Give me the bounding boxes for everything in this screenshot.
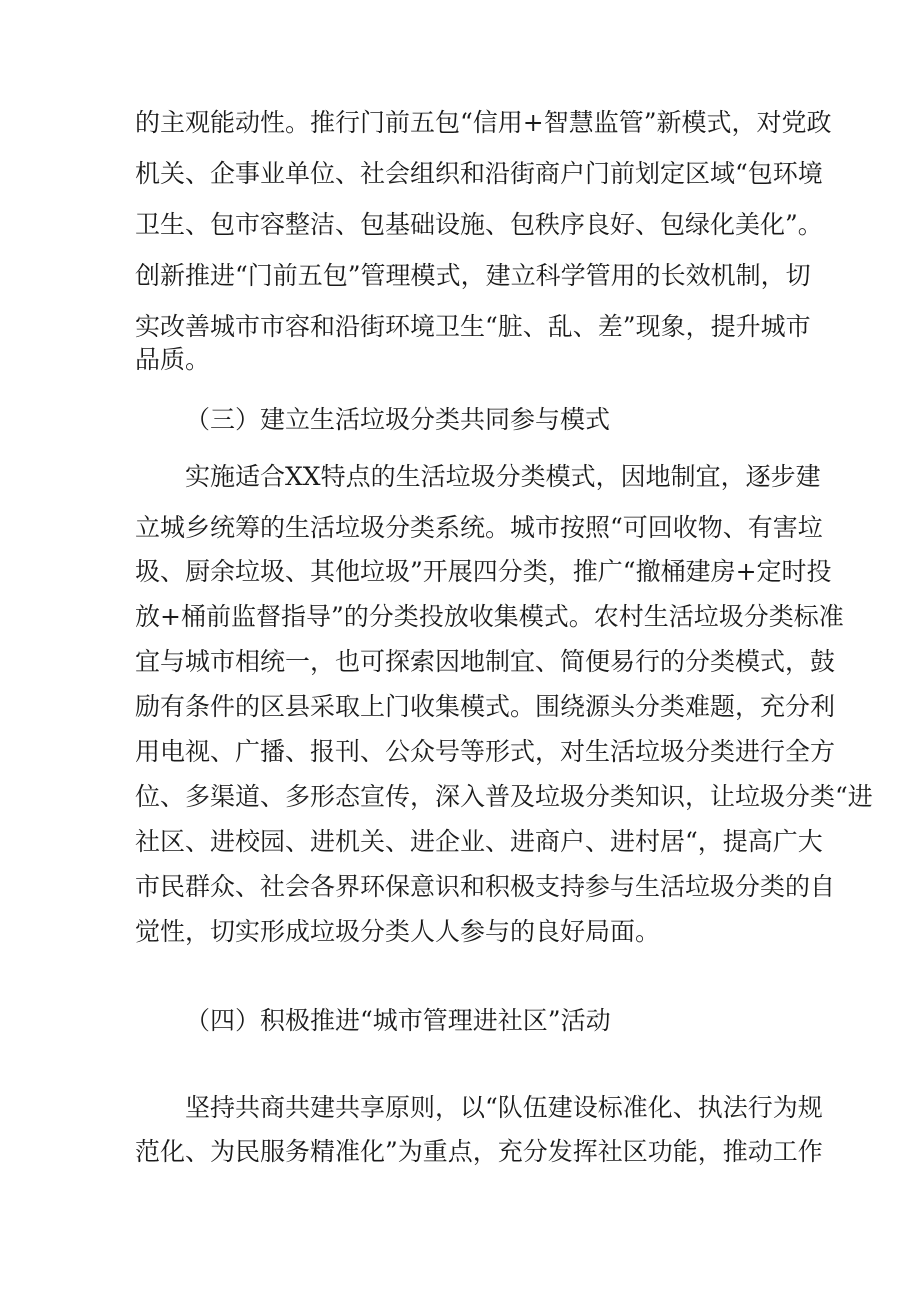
paragraph-2-line-11: 觉性，切实形成垃圾分类人人参与的良好局面。 bbox=[135, 917, 661, 946]
paragraph-2-line-7: 用电视、广播、报刊、公众号等形式，对生活垃圾分类进行全方 bbox=[135, 737, 836, 766]
paragraph-1-line-6: 品质。 bbox=[135, 345, 211, 374]
paragraph-3-line-2: 范化、为民服务精准化”为重点，充分发挥社区功能，推动工作 bbox=[135, 1137, 823, 1166]
paragraph-1-line-2: 机关、企事业单位、社会组织和沿街商户门前划定区域“包环境 bbox=[135, 159, 823, 188]
paragraph-2-line-5: 宜与城市相统一，也可探索因地制宜、简便易行的分类模式，鼓 bbox=[135, 647, 836, 676]
paragraph-1-line-5: 实改善城市市容和沿街环境卫生“脏、乱、差”现象，提升城市 bbox=[135, 312, 811, 341]
paragraph-2-line-10: 市民群众、社会各界环保意识和积极支持参与生活垃圾分类的自 bbox=[135, 872, 836, 901]
paragraph-2-line-4: 放+桶前监督指导”的分类投放收集模式。农村生活垃圾分类标准 bbox=[135, 602, 844, 631]
paragraph-2-line-3: 圾、厨余垃圾、其他垃圾”开展四分类，推广“撤桶建房+定时投 bbox=[135, 557, 832, 586]
paragraph-3-line-1: 坚持共商共建共享原则，以“队伍建设标准化、执法行为规 bbox=[185, 1093, 823, 1122]
paragraph-2-line-9: 社区、进校园、进机关、进企业、进商户、进村居“，提高广大 bbox=[135, 827, 823, 856]
paragraph-2-line-1: 实施适合XX特点的生活垃圾分类模式，因地制宜，逐步建 bbox=[185, 462, 821, 491]
paragraph-2-line-8: 位、多渠道、多形态宣传，深入普及垃圾分类知识，让垃圾分类“进 bbox=[135, 782, 873, 811]
paragraph-1-line-3: 卫生、包市容整洁、包基础设施、包秩序良好、包绿化美化”。 bbox=[135, 210, 823, 239]
section-heading-4: （四）积极推进“城市管理进社区”活动 bbox=[185, 1006, 611, 1035]
paragraph-1-line-1: 的主观能动性。推行门前五包“信用+智慧监管”新模式，对党政 bbox=[135, 108, 832, 137]
paragraph-2-line-6: 励有条件的区县采取上门收集模式。围绕源头分类难题，充分利 bbox=[135, 692, 836, 721]
paragraph-1-line-4: 创新推进“门前五包”管理模式，建立科学管用的长效机制，切 bbox=[135, 261, 811, 290]
section-heading-3: （三）建立生活垃圾分类共同参与模式 bbox=[185, 405, 611, 434]
paragraph-2-line-2: 立城乡统筹的生活垃圾分类系统。城市按照“可回收物、有害垃 bbox=[135, 513, 823, 542]
